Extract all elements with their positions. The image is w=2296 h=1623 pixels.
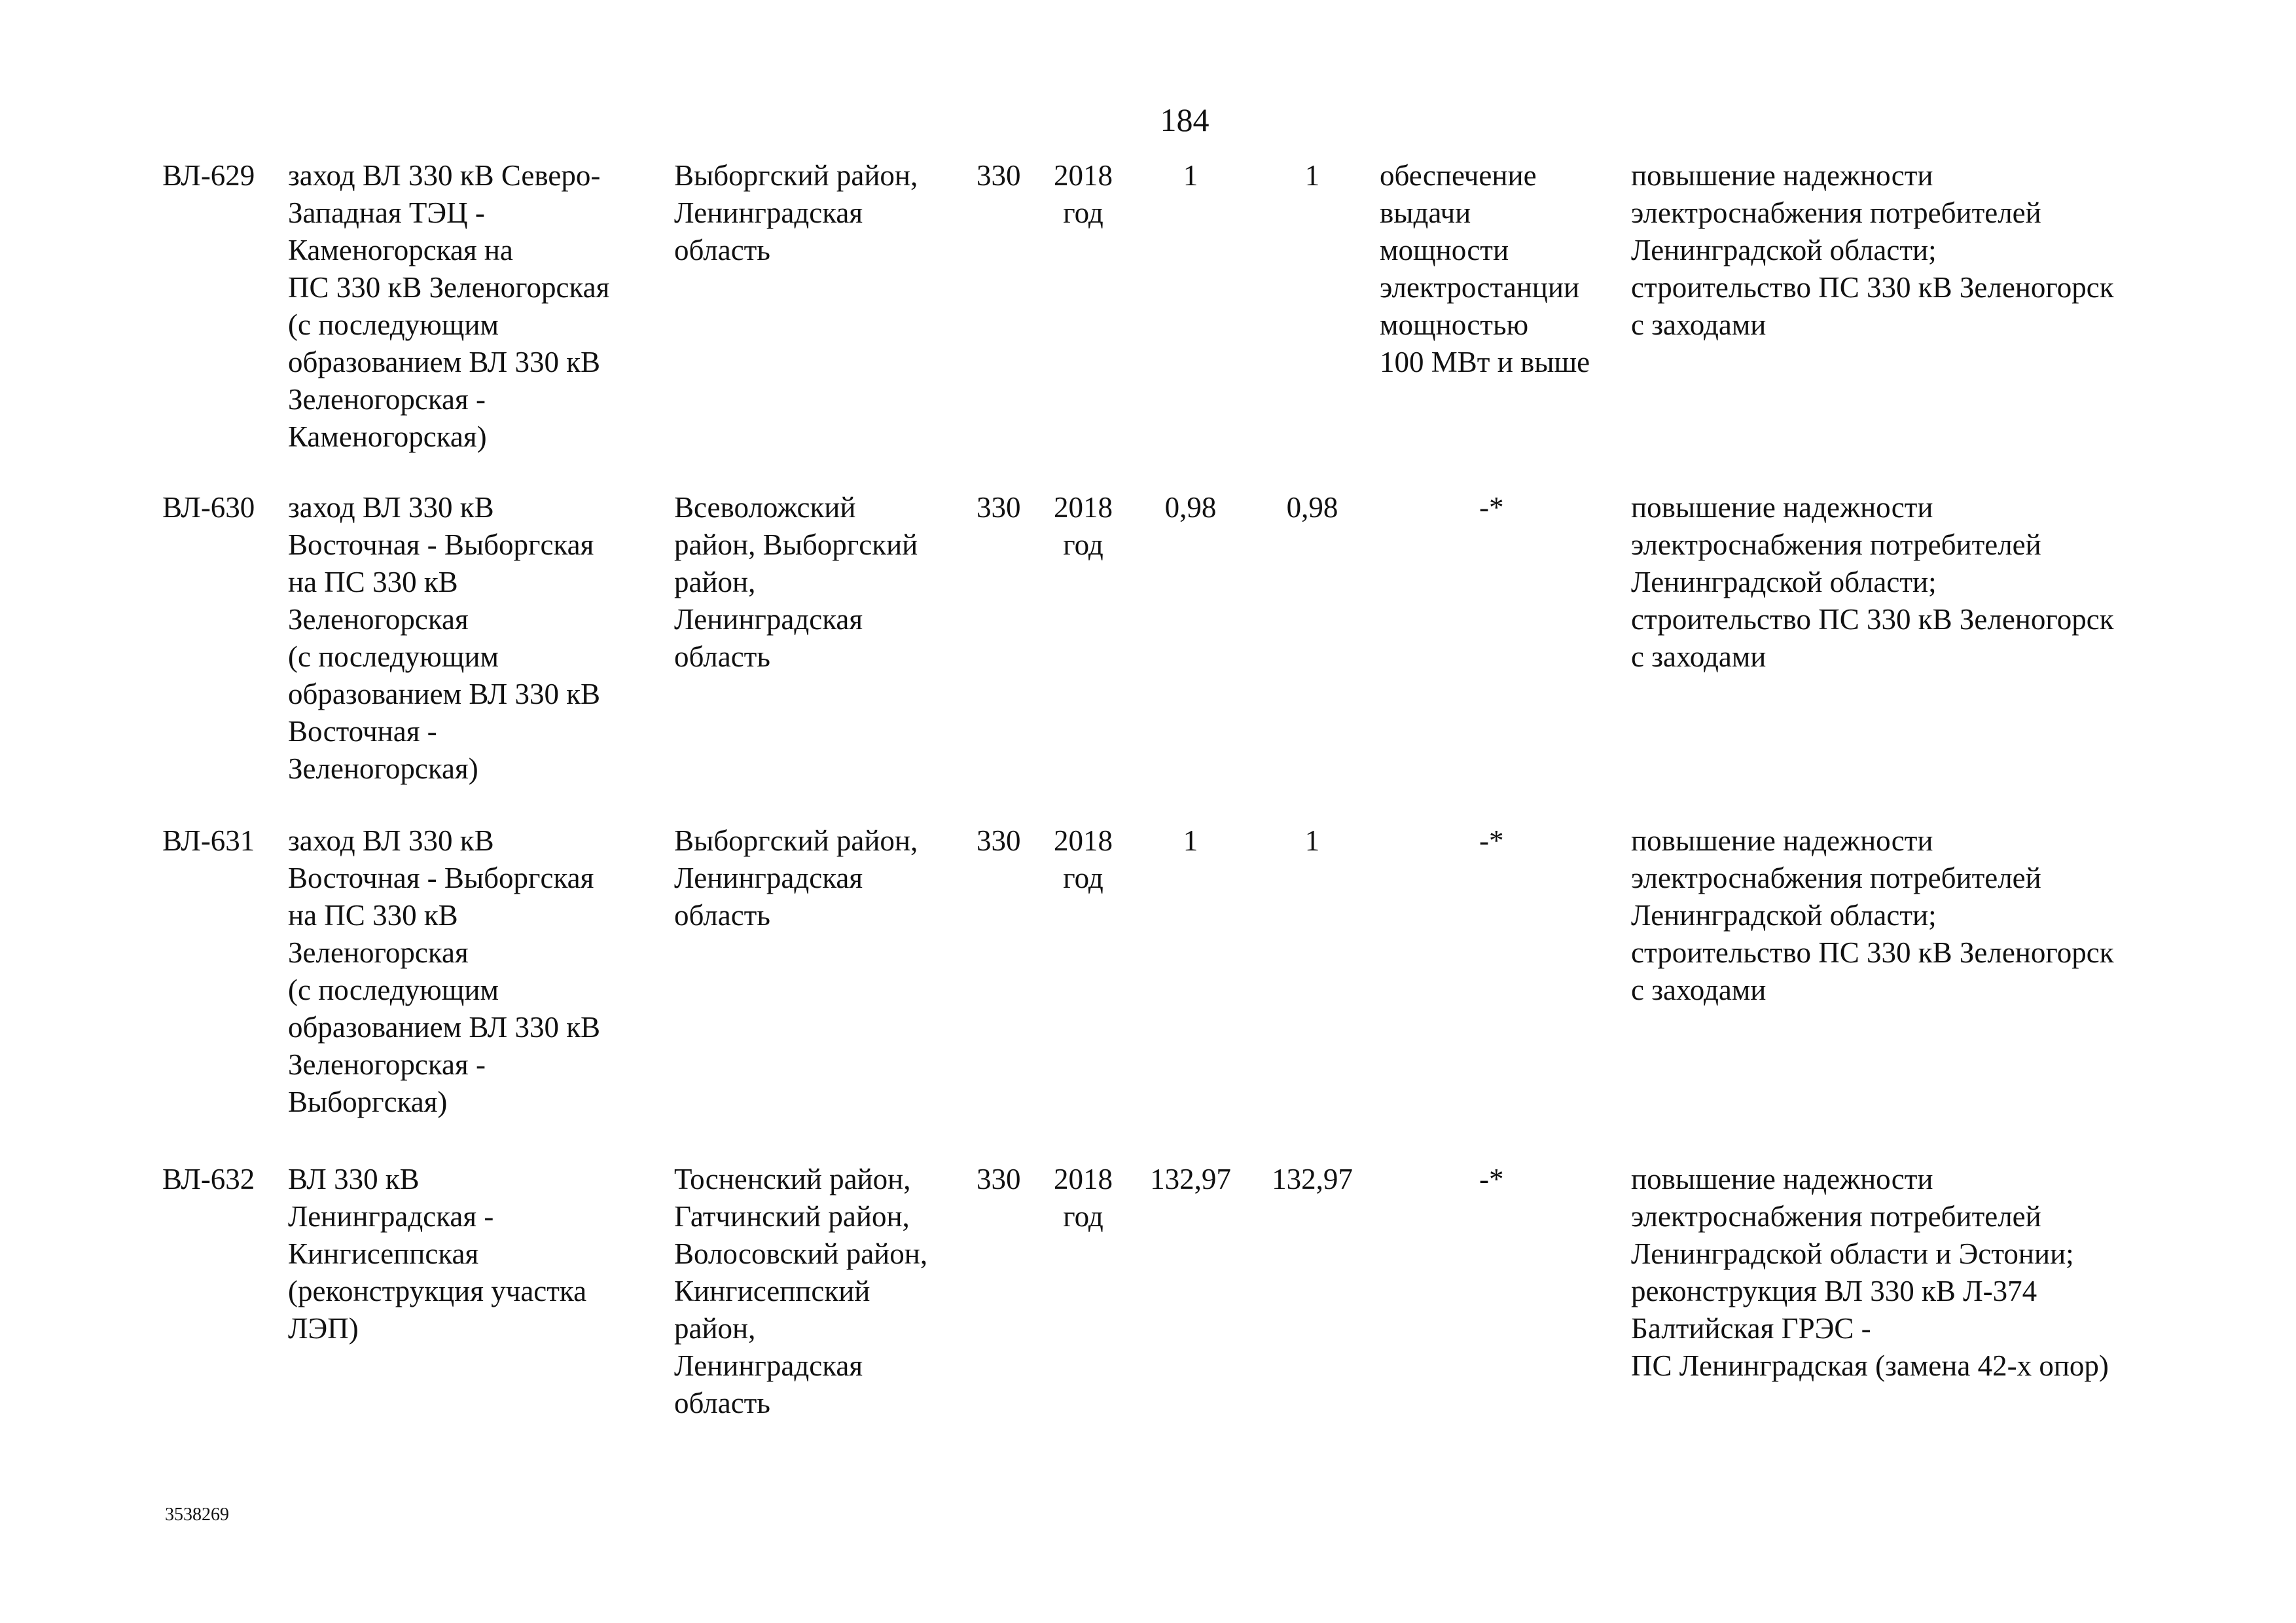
basis: обеспечение выдачи мощности электростанции мощностью 100 МВт и выше: [1380, 159, 1590, 378]
year: 2018 год: [1054, 159, 1113, 229]
basis: -*: [1479, 491, 1504, 524]
length-total: 1: [1183, 159, 1198, 192]
line-code: ВЛ-629: [162, 159, 255, 192]
length-total: 0,98: [1164, 491, 1217, 524]
basis: -*: [1479, 1163, 1504, 1195]
length-new: 1: [1304, 824, 1320, 857]
year: 2018 год: [1054, 1163, 1113, 1233]
length-total: 1: [1183, 824, 1198, 857]
line-name: заход ВЛ 330 кВ Северо- Западная ТЭЦ - Каменогорская на ПС 330 кВ Зеленогорская (с последующим образованием ВЛ 330 кВ Зеленогорская - Каменогорская): [288, 159, 610, 453]
line-code: ВЛ-632: [162, 1163, 255, 1195]
voltage: 330: [977, 1163, 1021, 1195]
document-number: 3538269: [165, 1504, 229, 1525]
page-number: 184: [1160, 101, 1210, 138]
location: Тосненский район, Гатчинский район, Волосовский район, Кингисеппский район, Ленинградская область: [674, 1163, 928, 1419]
purpose: повышение надежности электроснабжения потребителей Ленинградской области; строительство ПС 330 кВ Зеленогорск с заходами: [1631, 824, 2114, 1006]
purpose: повышение надежности электроснабжения потребителей Ленинградской области и Эстонии; реконструкция ВЛ 330 кВ Л-374 Балтийская ГРЭС - ПС Ленинградская (замена 42-х опор): [1631, 1163, 2109, 1382]
line-name: заход ВЛ 330 кВ Восточная - Выборгская на ПС 330 кВ Зеленогорская (с последующим образованием ВЛ 330 кВ Восточная - Зеленогорская): [288, 491, 601, 785]
voltage: 330: [977, 159, 1021, 192]
year: 2018 год: [1054, 824, 1113, 894]
voltage: 330: [977, 491, 1021, 524]
line-code: ВЛ-630: [162, 491, 255, 524]
line-name: заход ВЛ 330 кВ Восточная - Выборгская на ПС 330 кВ Зеленогорская (с последующим образованием ВЛ 330 кВ Зеленогорская - Выборгская): [288, 824, 601, 1118]
year: 2018 год: [1054, 491, 1113, 561]
location: Выборгский район, Ленинградская область: [674, 159, 918, 266]
length-new: 132,97: [1272, 1163, 1353, 1195]
length-total: 132,97: [1150, 1163, 1231, 1195]
purpose: повышение надежности электроснабжения потребителей Ленинградской области; строительство ПС 330 кВ Зеленогорск с заходами: [1631, 159, 2114, 341]
basis: -*: [1479, 824, 1504, 857]
location: Всеволожский район, Выборгский район, Ленинградская область: [674, 491, 918, 673]
location: Выборгский район, Ленинградская область: [674, 824, 918, 932]
voltage: 330: [977, 824, 1021, 857]
length-new: 1: [1304, 159, 1320, 192]
purpose: повышение надежности электроснабжения потребителей Ленинградской области; строительство ПС 330 кВ Зеленогорск с заходами: [1631, 491, 2114, 673]
line-code: ВЛ-631: [162, 824, 255, 857]
line-name: ВЛ 330 кВ Ленинградская - Кингисеппская (реконструкция участка ЛЭП): [288, 1163, 587, 1345]
length-new: 0,98: [1286, 491, 1338, 524]
